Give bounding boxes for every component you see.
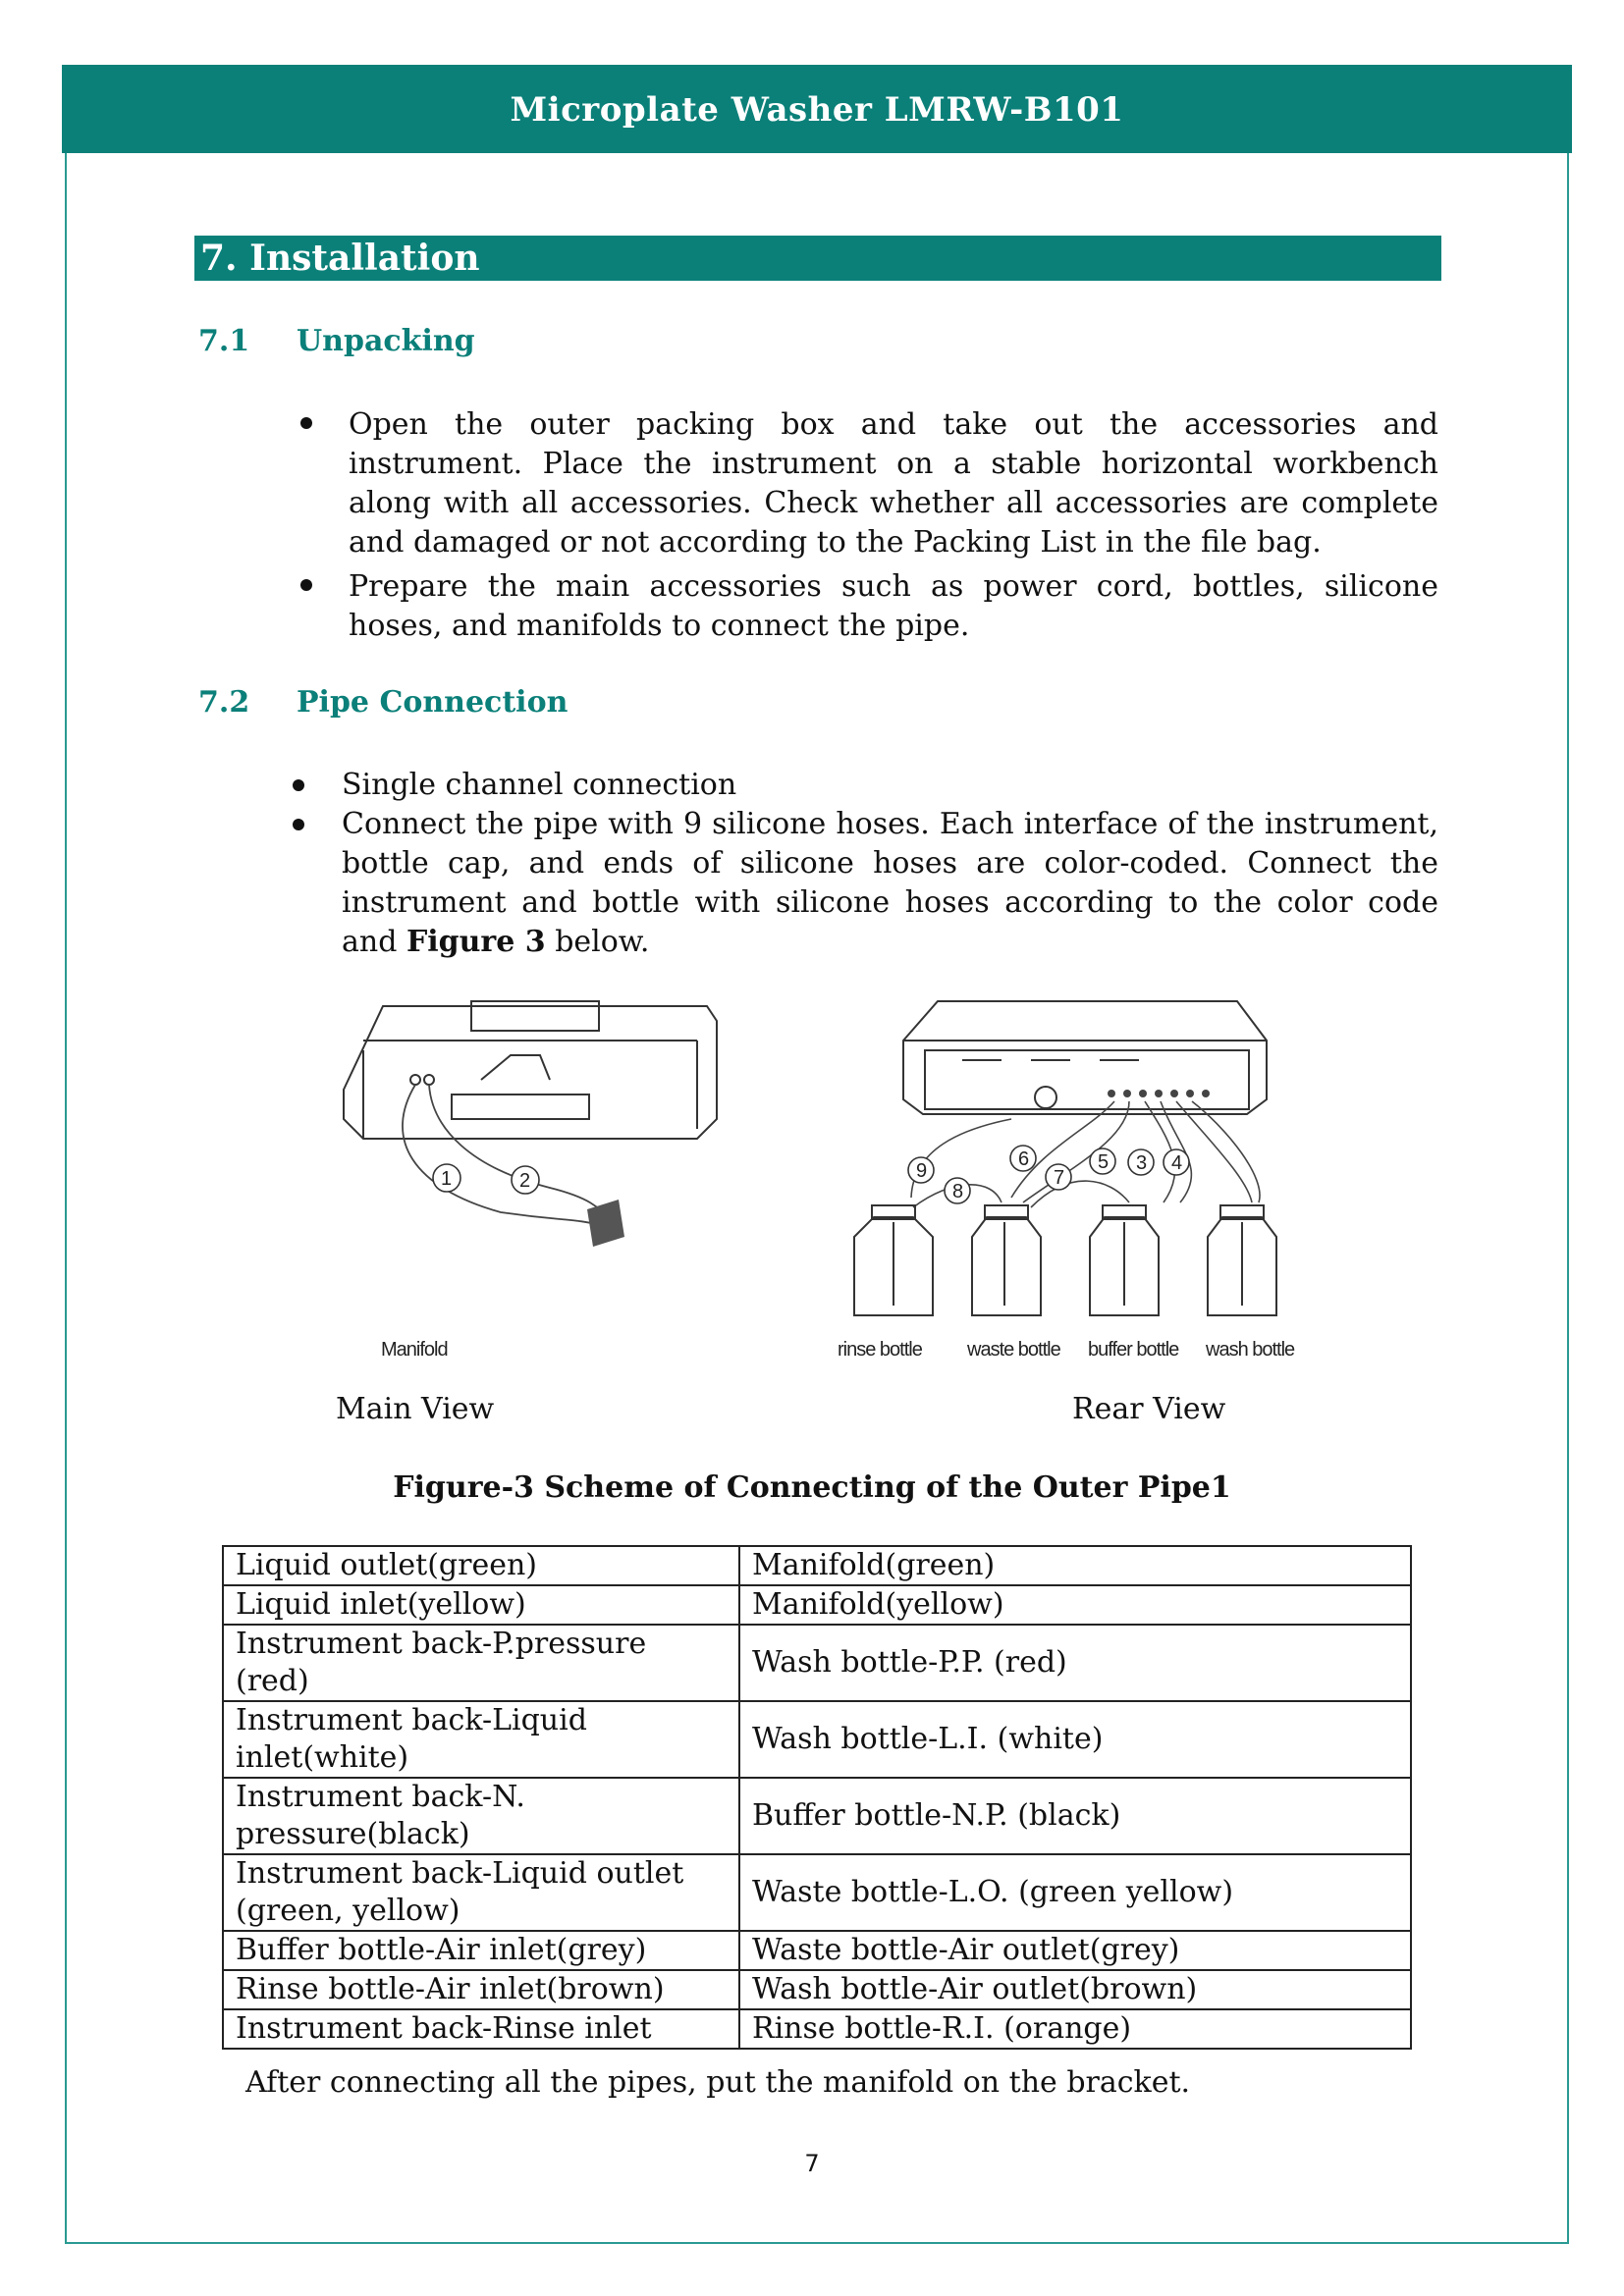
- manifold-label: Manifold: [381, 1339, 448, 1361]
- bullet-dot: [293, 819, 304, 830]
- table-row: [223, 1931, 1411, 1970]
- bullet-dot: [300, 579, 312, 591]
- table-row: [223, 1585, 1411, 1625]
- table-cell: Wash bottle-L.I. (white): [739, 1701, 1411, 1778]
- table-cell: Liquid outlet(green): [223, 1546, 739, 1585]
- bullet-text-part: Connect the pipe with 9 silicone hoses. Each interface of the instrument, bottle cap, and ends of silicone hoses are color-coded. Connect the instrument and bottle with silicone hoses according to the color code and: [342, 807, 1438, 959]
- table-cell: Rinse bottle-Air inlet(brown): [223, 1970, 739, 2009]
- table-cell: Instrument back-Liquid inlet(white): [223, 1701, 739, 1778]
- table-row: [223, 2009, 1411, 2049]
- bullet-text: Open the outer packing box and take out the accessories and instrument. Place the instrument on a stable horizontal workbench along with all accessories. Check whether all accessories are complete and damaged or not according to the Packing List in the file bag.: [349, 407, 1438, 560]
- table-cell: Instrument back-Liquid outlet (green, yellow): [223, 1854, 739, 1931]
- manifold-shape: [587, 1200, 624, 1247]
- bottle-label: buffer bottle: [1088, 1339, 1179, 1361]
- table-cell: Buffer bottle-N.P. (black): [739, 1778, 1411, 1854]
- table-cell: Buffer bottle-Air inlet(grey): [223, 1931, 739, 1970]
- table-cell: Liquid inlet(yellow): [223, 1585, 739, 1625]
- rear-view-instrument: [903, 1001, 1267, 1114]
- rear-view-ports: [1108, 1090, 1210, 1097]
- closing-text: After connecting all the pipes, put the manifold on the bracket.: [245, 2065, 1191, 2100]
- callout-label: 4: [1171, 1152, 1182, 1174]
- section-title: 7. Installation: [194, 236, 1441, 281]
- bullet-dot: [300, 417, 312, 429]
- table-cell: Instrument back-P.pressure (red): [223, 1625, 739, 1701]
- callout-label: 2: [519, 1170, 530, 1192]
- table-row: [223, 1970, 1411, 2009]
- table-cell: Wash bottle-P.P. (red): [739, 1625, 1411, 1701]
- bottles: [854, 1205, 1276, 1315]
- bottle-label: wash bottle: [1206, 1339, 1295, 1361]
- subsection-unpacking: [198, 324, 475, 358]
- table-cell: Wash bottle-Air outlet(brown): [739, 1970, 1411, 2009]
- table-cell: Rinse bottle-R.I. (orange): [739, 2009, 1411, 2049]
- table-row: [223, 1546, 1411, 1585]
- subsection-title: Unpacking: [297, 324, 475, 358]
- callout-label: 1: [441, 1168, 452, 1190]
- table-row: [223, 1701, 1411, 1778]
- subsection-title: Pipe Connection: [297, 685, 568, 720]
- callout-label: 5: [1098, 1151, 1109, 1173]
- subsection-number: 7.1: [198, 324, 250, 358]
- bullet-dot: [293, 779, 304, 791]
- page-number: 7: [804, 2150, 820, 2177]
- bottle-label: rinse bottle: [838, 1339, 922, 1361]
- table-cell: Manifold(yellow): [739, 1585, 1411, 1625]
- callout-label: 7: [1054, 1167, 1064, 1189]
- main-view-instrument: [344, 1001, 717, 1139]
- bullet-text: Single channel connection: [342, 768, 737, 802]
- table-cell: Instrument back-N. pressure(black): [223, 1778, 739, 1854]
- callout-label: 8: [952, 1181, 963, 1202]
- table-cell: Manifold(green): [739, 1546, 1411, 1585]
- connection-table: [222, 1545, 1412, 2050]
- bullet-text: Prepare the main accessories such as power cord, bottles, silicone hoses, and manifolds to connect the pipe.: [349, 569, 1438, 643]
- header-banner: Microplate Washer LMRW-B101: [62, 65, 1572, 153]
- table-row: [223, 1854, 1411, 1931]
- callout-label: 9: [916, 1160, 927, 1182]
- callout-label: 6: [1018, 1148, 1029, 1170]
- bullet-text-part: below.: [545, 925, 650, 959]
- bullet-text: [342, 805, 1438, 962]
- subsection-number: 7.2: [198, 685, 250, 720]
- table-cell: Waste bottle-L.O. (green yellow): [739, 1854, 1411, 1931]
- figure-caption: Figure-3 Scheme of Connecting of the Outer Pipe1: [393, 1470, 1231, 1505]
- table-row: [223, 1625, 1411, 1701]
- main-view-hoses: [403, 1085, 609, 1227]
- figure-reference: Figure 3: [406, 925, 546, 959]
- table-cell: Instrument back-Rinse inlet: [223, 2009, 739, 2049]
- pipe-connection-figure: [324, 982, 1326, 1374]
- callout-label: 3: [1136, 1152, 1147, 1174]
- table-cell: Waste bottle-Air outlet(grey): [739, 1931, 1411, 1970]
- bottle-label: waste bottle: [967, 1339, 1060, 1361]
- rear-view-caption: Rear View: [1072, 1392, 1226, 1426]
- subsection-pipe-connection: [198, 685, 568, 720]
- table-row: [223, 1778, 1411, 1854]
- main-view-caption: Main View: [336, 1392, 495, 1426]
